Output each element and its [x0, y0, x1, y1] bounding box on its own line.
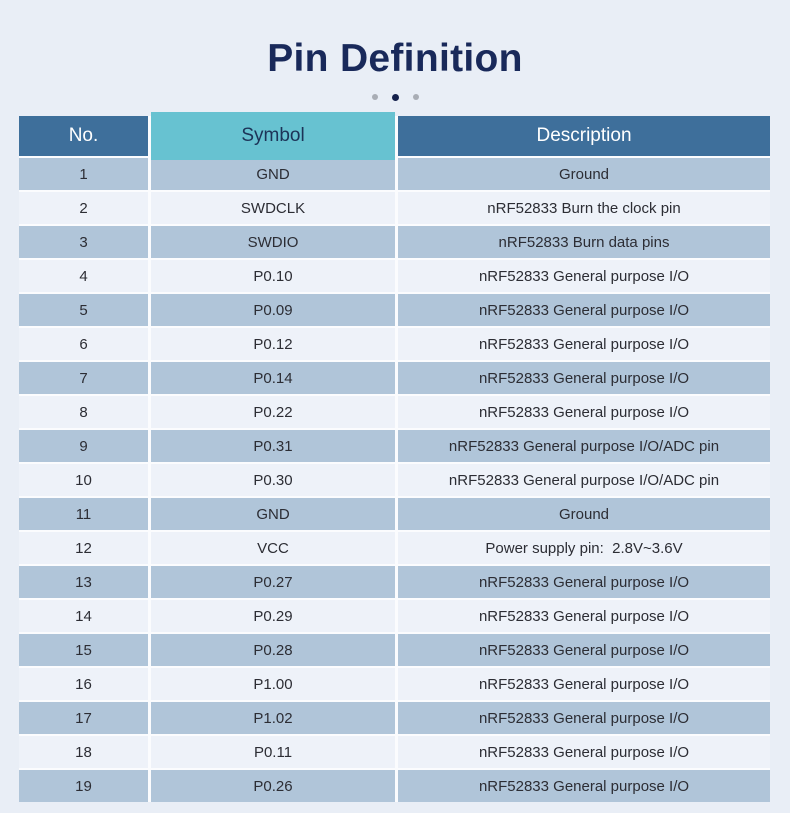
cell-description: nRF52833 General purpose I/O	[398, 294, 770, 326]
cell-description: nRF52833 General purpose I/O	[398, 736, 770, 768]
cell-description: nRF52833 General purpose I/O/ADC pin	[398, 430, 770, 462]
table-row	[19, 464, 770, 496]
cell-no: 1	[19, 158, 148, 190]
table-row	[19, 396, 770, 428]
cell-description: nRF52833 General purpose I/O	[398, 396, 770, 428]
cell-description: nRF52833 Burn data pins	[398, 226, 770, 258]
cell-no: 8	[19, 396, 148, 428]
cell-no: 9	[19, 430, 148, 462]
cell-description: nRF52833 General purpose I/O	[398, 362, 770, 394]
table-row	[19, 294, 770, 326]
table-row	[19, 192, 770, 224]
cell-symbol: P0.22	[151, 396, 395, 428]
cell-symbol: P0.10	[151, 260, 395, 292]
cell-no: 4	[19, 260, 148, 292]
cell-symbol: P0.29	[151, 600, 395, 632]
cell-symbol: P1.00	[151, 668, 395, 700]
table-header-row	[19, 116, 770, 156]
cell-symbol: SWDIO	[151, 226, 395, 258]
cell-description: nRF52833 General purpose I/O	[398, 702, 770, 734]
cell-no: 10	[19, 464, 148, 496]
cell-description: Ground	[398, 158, 770, 190]
header-description: Description	[398, 116, 770, 156]
cell-no: 7	[19, 362, 148, 394]
table-row	[19, 362, 770, 394]
cell-no: 12	[19, 532, 148, 564]
cell-symbol: P0.27	[151, 566, 395, 598]
cell-symbol: P0.28	[151, 634, 395, 666]
carousel-dot[interactable]	[392, 94, 399, 101]
cell-description: nRF52833 General purpose I/O	[398, 668, 770, 700]
cell-no: 18	[19, 736, 148, 768]
cell-symbol: VCC	[151, 532, 395, 564]
cell-no: 3	[19, 226, 148, 258]
cell-description: Ground	[398, 498, 770, 530]
cell-description: Power supply pin: 2.8V~3.6V	[398, 532, 770, 564]
cell-symbol: P0.11	[151, 736, 395, 768]
table-row	[19, 634, 770, 666]
cell-description: nRF52833 General purpose I/O	[398, 328, 770, 360]
cell-no: 6	[19, 328, 148, 360]
cell-description: nRF52833 Burn the clock pin	[398, 192, 770, 224]
cell-symbol: P0.30	[151, 464, 395, 496]
cell-symbol: GND	[151, 158, 395, 190]
table-row	[19, 600, 770, 632]
table-row	[19, 566, 770, 598]
cell-no: 11	[19, 498, 148, 530]
cell-no: 14	[19, 600, 148, 632]
cell-no: 17	[19, 702, 148, 734]
table-row	[19, 328, 770, 360]
carousel-dot[interactable]	[413, 94, 419, 100]
pin-definition-table	[19, 116, 770, 802]
cell-no: 16	[19, 668, 148, 700]
table-row	[19, 668, 770, 700]
cell-symbol: GND	[151, 498, 395, 530]
cell-no: 5	[19, 294, 148, 326]
cell-no: 2	[19, 192, 148, 224]
cell-symbol: P0.31	[151, 430, 395, 462]
table-row	[19, 158, 770, 190]
cell-no: 13	[19, 566, 148, 598]
table-row	[19, 430, 770, 462]
carousel-dot[interactable]	[372, 94, 378, 100]
header-no: No.	[19, 116, 148, 156]
cell-description: nRF52833 General purpose I/O	[398, 634, 770, 666]
cell-symbol: P0.14	[151, 362, 395, 394]
cell-symbol: P0.12	[151, 328, 395, 360]
cell-no: 15	[19, 634, 148, 666]
header-symbol: Symbol	[151, 112, 395, 160]
cell-description: nRF52833 General purpose I/O	[398, 600, 770, 632]
cell-description: nRF52833 General purpose I/O	[398, 566, 770, 598]
cell-symbol: SWDCLK	[151, 192, 395, 224]
table-row	[19, 532, 770, 564]
cell-symbol: P1.02	[151, 702, 395, 734]
table-row	[19, 770, 770, 802]
table-row	[19, 736, 770, 768]
cell-description: nRF52833 General purpose I/O	[398, 770, 770, 802]
carousel-dots	[0, 93, 790, 101]
table-row	[19, 498, 770, 530]
cell-description: nRF52833 General purpose I/O/ADC pin	[398, 464, 770, 496]
table-body	[19, 158, 770, 802]
cell-symbol: P0.26	[151, 770, 395, 802]
table-row	[19, 702, 770, 734]
page-title: Pin Definition	[267, 37, 523, 80]
table-row	[19, 226, 770, 258]
cell-description: nRF52833 General purpose I/O	[398, 260, 770, 292]
table-row	[19, 260, 770, 292]
cell-symbol: P0.09	[151, 294, 395, 326]
cell-no: 19	[19, 770, 148, 802]
